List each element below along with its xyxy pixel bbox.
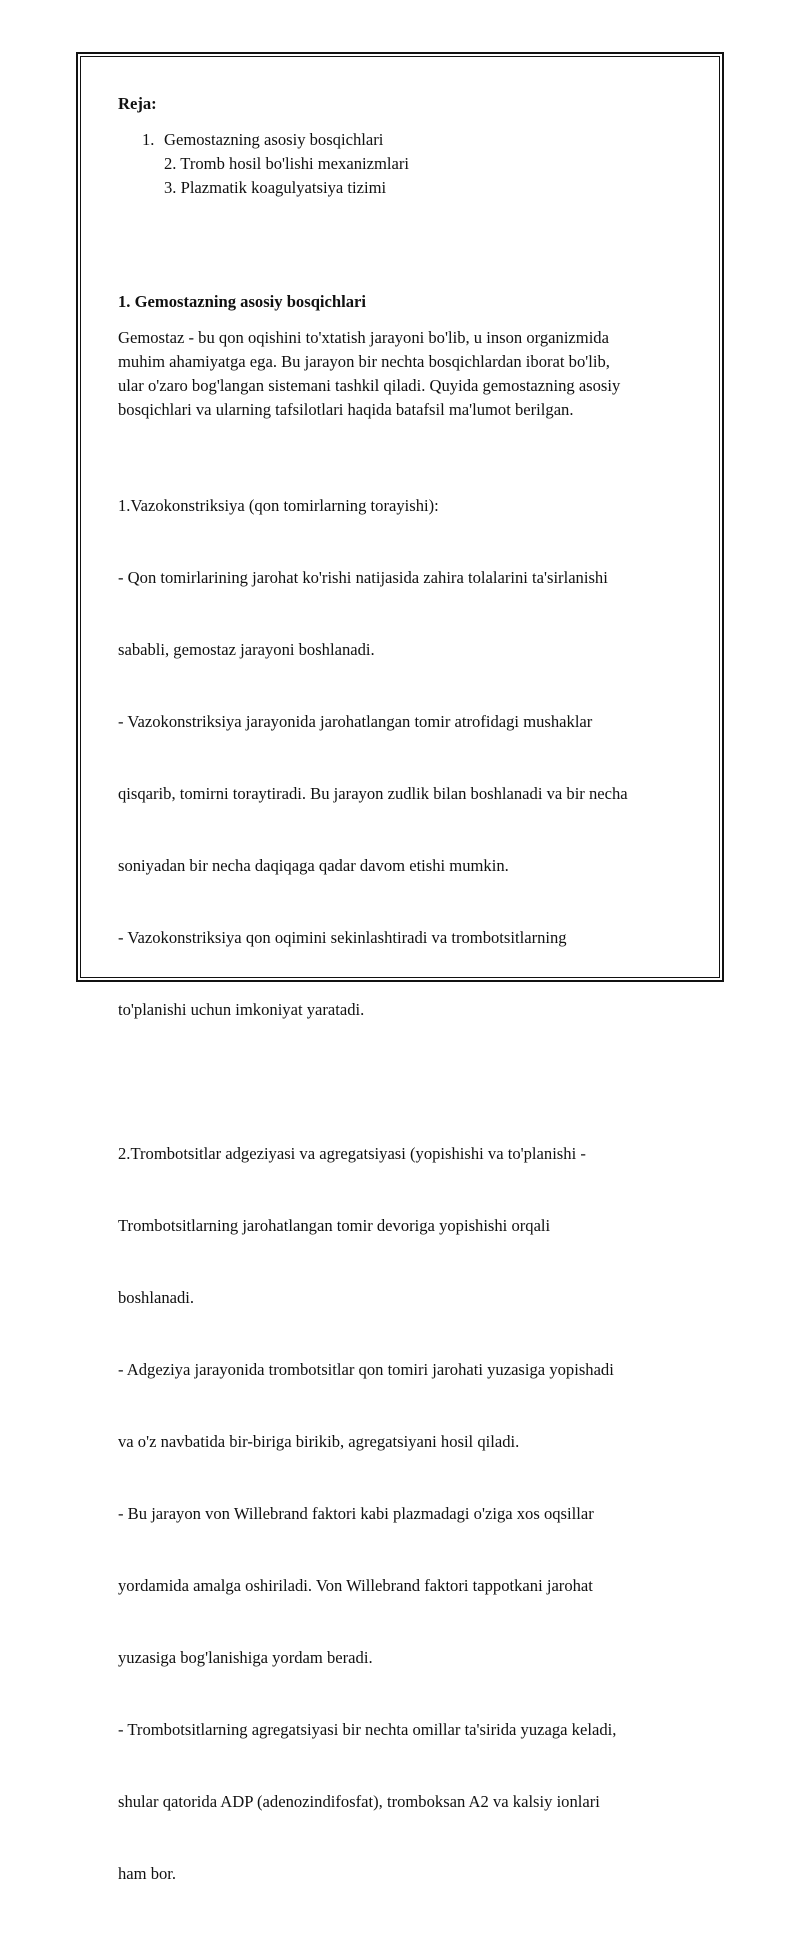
plan-item-number: 1. <box>142 130 155 149</box>
text-line: to'planishi uchun imkoniyat yaratadi. <box>118 1000 365 1019</box>
text-line: shular qatorida ADP (adenozindifosfat), tromboksan A2 va kalsiy ionlari <box>118 1792 600 1811</box>
plan-item-text: Gemostazning asosiy bosqichlari <box>164 130 384 149</box>
plan-item-text: 3. Plazmatik koagulyatsiya tizimi <box>164 178 387 197</box>
text-line: - Qon tomirlarining jarohat ko'rishi natijasida zahira tolalarini ta'sirlanishi <box>118 568 608 587</box>
plan-list <box>118 128 678 200</box>
paragraph-gap <box>118 422 678 446</box>
text-line: ular o'zaro bog'langan sistemani tashkil qiladi. Quyida gemostazning asosiy <box>118 376 621 395</box>
text-line: - Vazokonstriksiya jarayonida jarohatlangan tomir atrofidagi mushaklar <box>118 712 593 731</box>
text-line: yordamida amalga oshiriladi. Von Willebrand faktori tappotkani jarohat <box>118 1576 593 1595</box>
text-line: - Vazokonstriksiya qon oqimini sekinlashtiradi va trombotsitlarning <box>118 928 567 947</box>
text-line: qisqarib, tomirni toraytiradi. Bu jarayon zudlik bilan boshlanadi va bir necha <box>118 784 628 803</box>
section-heading: 1. Gemostazning asosiy bosqichlari <box>118 292 367 311</box>
text-line: - Bu jarayon von Willebrand faktori kabi plazmadagi o'ziga xos oqsillar <box>118 1504 594 1523</box>
plan-item-text: 2. Tromb hosil bo'lishi mexanizmlari <box>164 154 409 173</box>
intro-paragraph <box>118 326 678 422</box>
text-line: Gemostaz - bu qon oqishini to'xtatish jarayoni bo'lib, u inson organizmida <box>118 328 609 347</box>
vasoconstriction-paragraph <box>118 446 678 1070</box>
paragraph-gap <box>118 1070 678 1094</box>
document-content <box>118 92 678 1883</box>
text-line: ham bor. <box>118 1864 177 1883</box>
text-line: - Trombotsitlarning agregatsiyasi bir nechta omillar ta'sirida yuzaga keladi, <box>118 1720 617 1739</box>
text-line: - Adgeziya jarayonida trombotsitlar qon tomiri jarohati yuzasiga yopishadi <box>118 1360 614 1379</box>
plan-item <box>118 176 678 200</box>
text-line: yuzasiga bog'lanishiga yordam beradi. <box>118 1648 373 1667</box>
text-line: bosqichlari va ularning tafsilotlari haqida batafsil ma'lumot berilgan. <box>118 400 574 419</box>
text-line: boshlanadi. <box>118 1288 195 1307</box>
section-body <box>118 326 678 1934</box>
plan-item <box>118 128 678 152</box>
plan-item <box>118 152 678 176</box>
plan-heading: Reja: <box>118 94 157 113</box>
platelet-paragraph <box>118 1094 678 1934</box>
text-line: 1.Vazokonstriksiya (qon tomirlarning torayishi): <box>118 496 439 515</box>
text-line: 2.Trombotsitlar adgeziyasi va agregatsiyasi (yopishishi va to'planishi - <box>118 1144 586 1163</box>
text-line: va o'z navbatida bir-biriga birikib, agregatsiyani hosil qiladi. <box>118 1432 520 1451</box>
text-line: muhim ahamiyatga ega. Bu jarayon bir nechta bosqichlardan iborat bo'lib, <box>118 352 610 371</box>
text-line: sababli, gemostaz jarayoni boshlanadi. <box>118 640 375 659</box>
text-line: Trombotsitlarning jarohatlangan tomir devoriga yopishishi orqali <box>118 1216 551 1235</box>
text-line: soniyadan bir necha daqiqaga qadar davom etishi mumkin. <box>118 856 509 875</box>
